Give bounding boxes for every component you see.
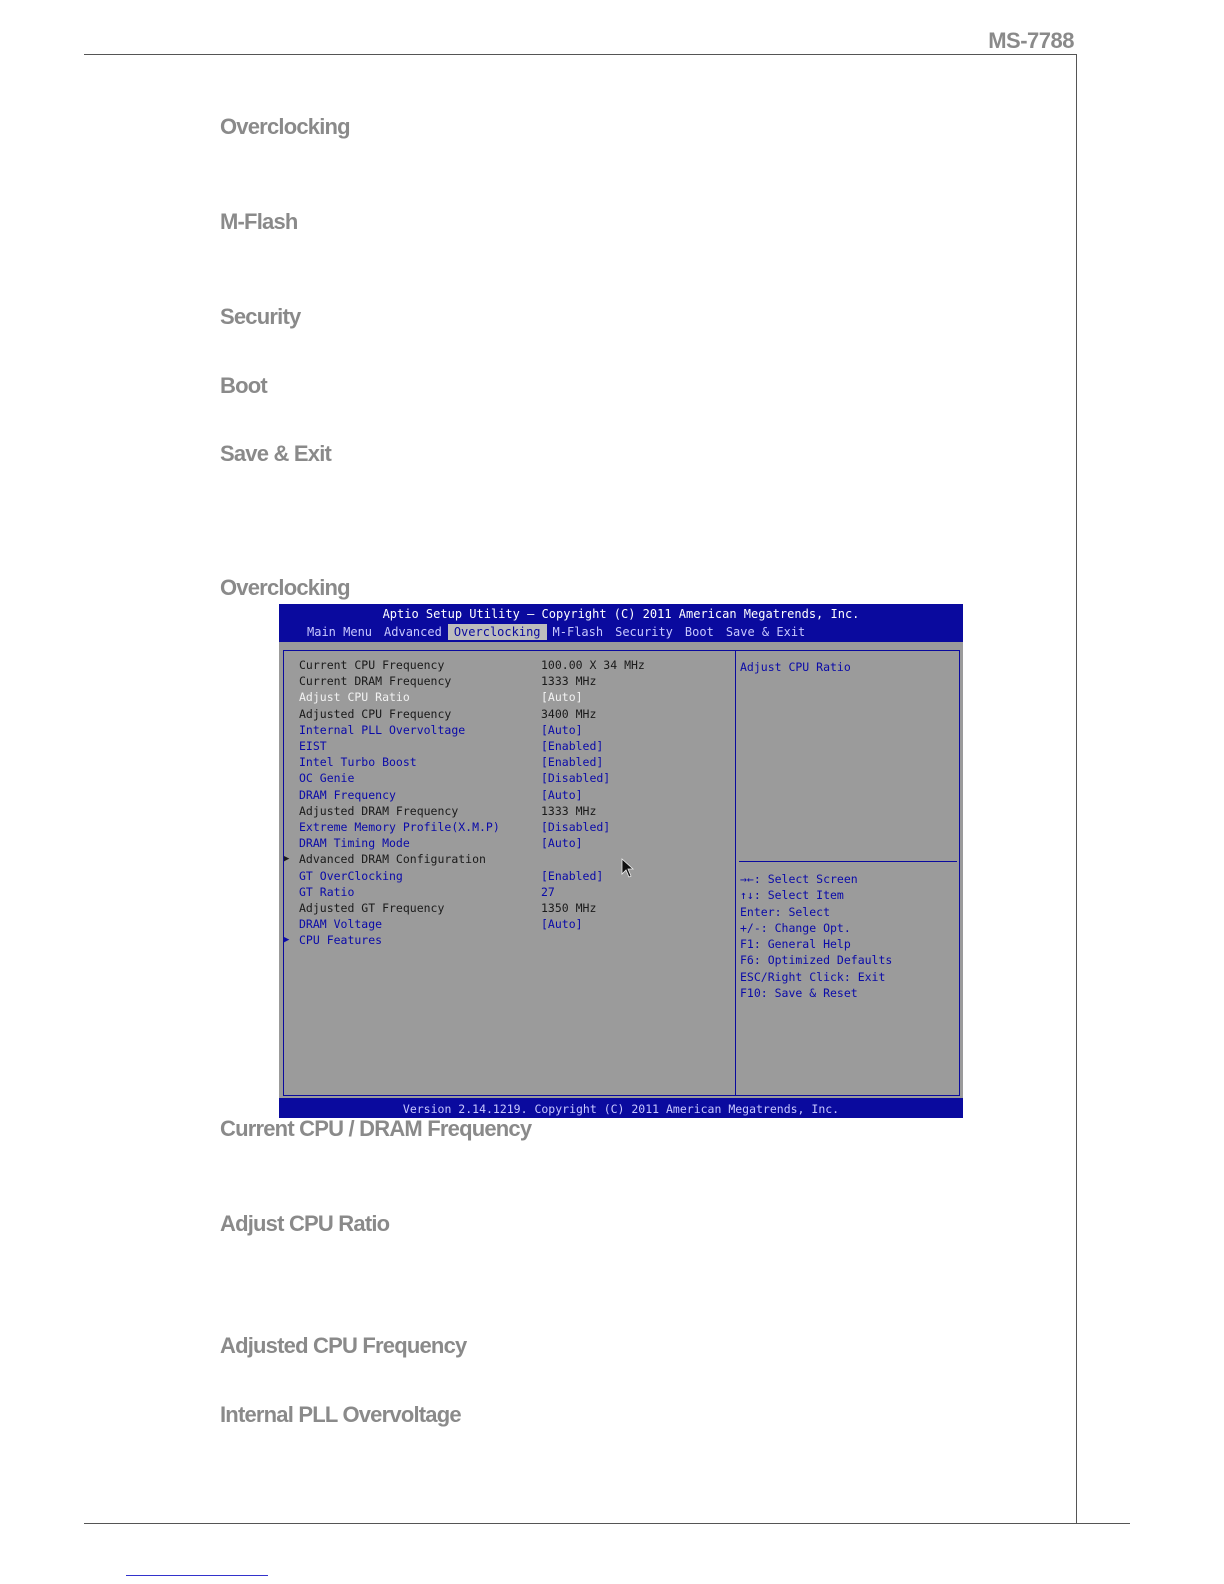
setting-internal-pll-overvoltage[interactable] <box>279 723 735 739</box>
key-enter-select: Enter: Select <box>740 904 831 919</box>
setting-value[interactable]: [Auto] <box>541 722 583 737</box>
setting-dram-voltage[interactable] <box>279 917 735 933</box>
setting-value[interactable]: 27 <box>541 884 555 899</box>
tab-security[interactable]: Security <box>615 625 673 639</box>
tab-main-menu[interactable]: Main Menu <box>307 625 373 639</box>
key-save-reset: F10: Save & Reset <box>740 986 858 1001</box>
bios-tab-bar <box>301 624 811 640</box>
footer-rule <box>84 1523 1130 1524</box>
bios-screenshot <box>279 604 963 1118</box>
setting-label: DRAM Timing Mode <box>299 836 410 851</box>
setting-value[interactable]: [Enabled] <box>541 755 604 770</box>
heading-overclocking: Overclocking <box>220 114 350 139</box>
setting-value: 1333 MHz <box>541 674 597 689</box>
mouse-pointer-icon <box>621 858 635 878</box>
key-select-item: ↑↓: Select Item <box>740 888 844 903</box>
setting-value[interactable]: [Enabled] <box>541 739 604 753</box>
submenu-arrow-icon: ▶ <box>284 935 290 946</box>
bios-title: Aptio Setup Utility – Copyright (C) 2011 American Megatrends, Inc. <box>382 607 860 621</box>
bios-titlebar <box>279 604 963 642</box>
setting-dram-frequency[interactable] <box>279 788 735 804</box>
setting-intel-turbo-boost[interactable] <box>279 755 735 771</box>
bios-panel-divider <box>735 650 736 1096</box>
setting-label: Adjusted GT Frequency <box>299 901 445 915</box>
heading-save-exit: Save & Exit <box>220 441 332 466</box>
heading-boot: Boot <box>220 373 267 398</box>
heading-m-flash: M-Flash <box>220 209 298 234</box>
setting-gt-overclocking[interactable] <box>279 869 735 885</box>
tab-advanced[interactable]: Advanced <box>384 625 442 639</box>
model-number: MS-7788 <box>988 28 1074 53</box>
tab-save-exit[interactable]: Save & Exit <box>725 625 806 639</box>
bios-help-separator <box>739 861 957 862</box>
submenu-advanced-dram-configuration[interactable] <box>279 852 735 868</box>
bios-footer <box>279 1098 963 1118</box>
setting-label: Current DRAM Frequency <box>299 674 452 689</box>
heading-overclocking-screen: Overclocking <box>220 575 350 600</box>
setting-value[interactable]: [Disabled] <box>541 771 611 786</box>
setting-value[interactable]: [Auto] <box>541 917 583 932</box>
heading-internal-pll-overvoltage: Internal PLL Overvoltage <box>220 1402 461 1427</box>
setting-label: Adjust CPU Ratio <box>299 690 410 705</box>
setting-label: Intel Turbo Boost <box>299 755 417 770</box>
setting-value[interactable]: [Disabled] <box>541 820 611 834</box>
setting-value: 3400 MHz <box>541 706 597 721</box>
setting-adjust-cpu-ratio[interactable] <box>279 690 735 706</box>
bios-key-legend <box>740 872 892 1002</box>
setting-value: 1333 MHz <box>541 803 597 818</box>
setting-label: GT Ratio <box>299 884 355 899</box>
key-exit: ESC/Right Click: Exit <box>740 969 886 984</box>
setting-extreme-memory-profile[interactable] <box>279 820 735 836</box>
setting-eist[interactable] <box>279 739 735 755</box>
setting-oc-genie[interactable] <box>279 771 735 787</box>
setting-value[interactable]: [Auto] <box>541 690 583 705</box>
setting-current-cpu-frequency <box>279 658 735 674</box>
setting-label: Adjusted DRAM Frequency <box>299 803 459 818</box>
setting-value: 100.00 X 34 MHz <box>541 658 645 672</box>
setting-label: DRAM Voltage <box>299 917 383 932</box>
setting-label: Extreme Memory Profile(X.M.P) <box>299 820 500 834</box>
setting-label: Current CPU Frequency <box>299 658 445 672</box>
setting-adjusted-cpu-frequency <box>279 707 735 723</box>
tab-m-flash[interactable]: M-Flash <box>552 625 604 639</box>
header-rule <box>84 54 1077 55</box>
heading-current-cpu-dram-frequency: Current CPU / DRAM Frequency <box>220 1116 532 1141</box>
footer-link-underline[interactable] <box>126 1575 268 1576</box>
setting-gt-ratio[interactable] <box>279 885 735 901</box>
key-select-screen: →←: Select Screen <box>740 872 858 886</box>
heading-security: Security <box>220 304 301 329</box>
tab-overclocking[interactable]: Overclocking <box>448 624 547 640</box>
margin-rule <box>1076 54 1077 1524</box>
heading-adjusted-cpu-frequency: Adjusted CPU Frequency <box>220 1333 467 1358</box>
bios-help-text: Adjust CPU Ratio <box>740 660 851 674</box>
setting-dram-timing-mode[interactable] <box>279 836 735 852</box>
setting-value[interactable]: [Auto] <box>541 787 583 802</box>
setting-label: CPU Features <box>299 933 383 948</box>
setting-label: Adjusted CPU Frequency <box>299 706 452 721</box>
setting-current-dram-frequency <box>279 674 735 690</box>
heading-adjust-cpu-ratio: Adjust CPU Ratio <box>220 1211 390 1236</box>
bios-footer-text: Version 2.14.1219. Copyright (C) 2011 American Megatrends, Inc. <box>402 1102 840 1116</box>
key-optimized-defaults: F6: Optimized Defaults <box>740 953 893 968</box>
setting-label: GT OverClocking <box>299 868 403 883</box>
setting-adjusted-gt-frequency <box>279 901 735 917</box>
setting-value: 1350 MHz <box>541 901 597 915</box>
setting-value[interactable]: [Enabled] <box>541 868 604 883</box>
key-change-opt: +/-: Change Opt. <box>740 920 851 935</box>
setting-label: Internal PLL Overvoltage <box>299 722 466 737</box>
key-general-help: F1: General Help <box>740 937 851 952</box>
setting-value[interactable]: [Auto] <box>541 836 583 851</box>
tab-boot[interactable]: Boot <box>684 625 714 639</box>
submenu-arrow-icon: ▶ <box>284 854 290 865</box>
setting-label: DRAM Frequency <box>299 787 396 802</box>
setting-label: Advanced DRAM Configuration <box>299 852 486 867</box>
setting-adjusted-dram-frequency <box>279 804 735 820</box>
setting-label: EIST <box>299 739 327 753</box>
submenu-cpu-features[interactable] <box>279 933 735 949</box>
setting-label: OC Genie <box>299 771 355 786</box>
